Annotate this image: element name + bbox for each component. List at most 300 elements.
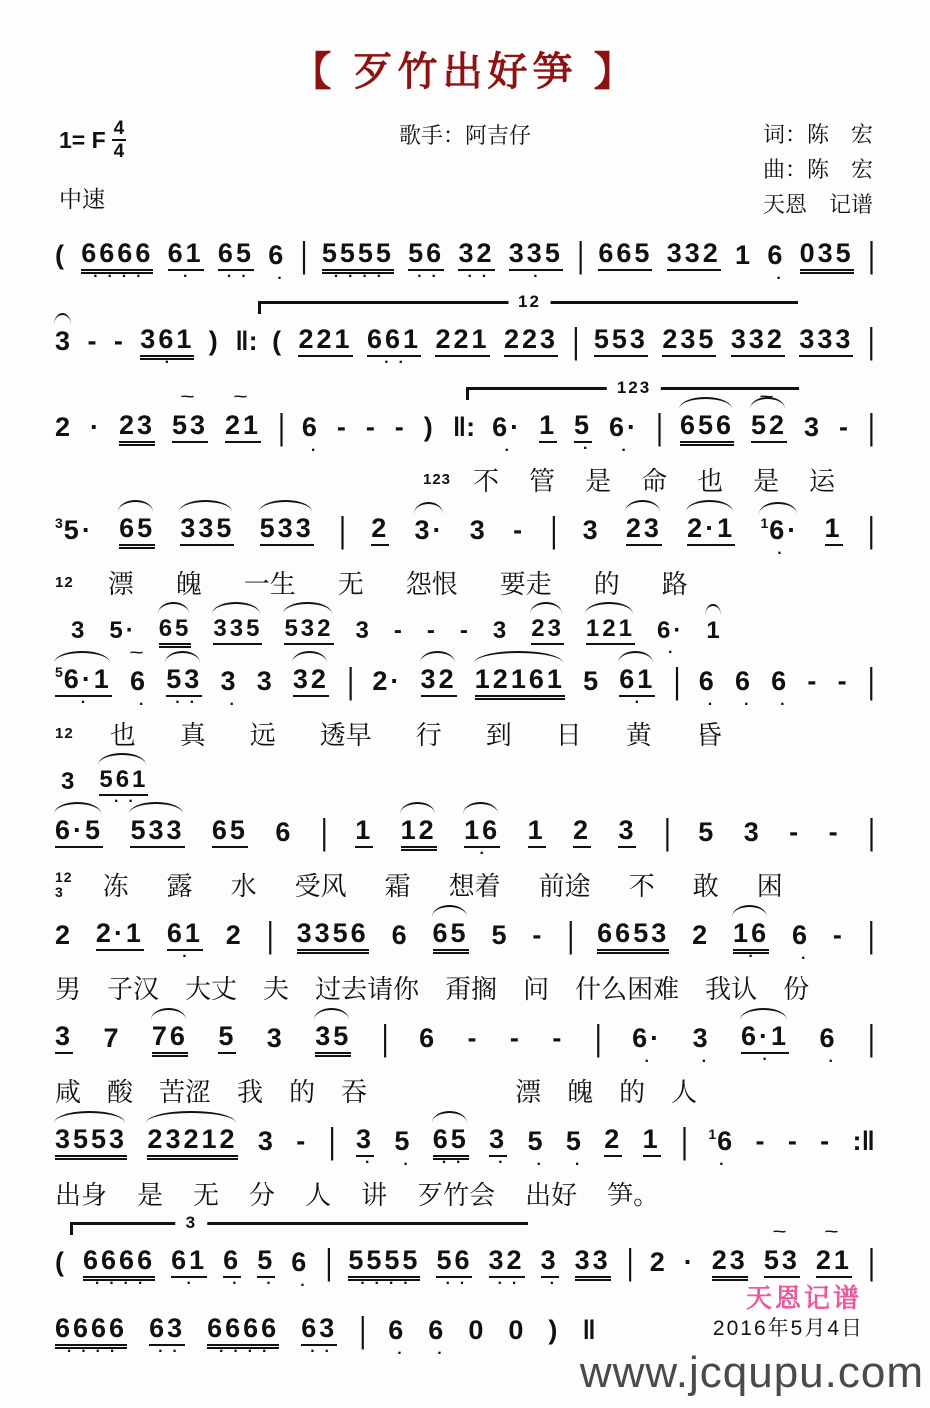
verse-number: 5	[55, 663, 63, 680]
lyric-syllable: 黄	[625, 720, 652, 750]
note-group: 3553	[55, 1124, 127, 1157]
slur-arc-icon	[54, 802, 101, 814]
note-group: 21 ~	[816, 1245, 852, 1278]
note-group: 6 ·	[734, 665, 759, 713]
octave-dots: ··	[175, 694, 204, 711]
note-group: 3	[71, 617, 88, 645]
slur-arc-icon	[151, 1008, 186, 1020]
lyric-syllable: 是	[753, 466, 780, 496]
octave-dots: ··	[310, 1343, 339, 1360]
singer-credit: 歌手：阿吉仔	[398, 123, 532, 148]
note-group: 6 ·	[301, 411, 326, 459]
bar-line: |	[867, 1241, 875, 1283]
note-group: 16 ·	[464, 815, 500, 848]
note-group: 3	[469, 514, 488, 545]
note-group: 23	[712, 1245, 748, 1278]
lyric-syllable: 真	[179, 720, 206, 750]
octave-dots: ····	[219, 1343, 277, 1360]
verse-numbers: 12 3	[55, 868, 73, 900]
verse-number: 1	[760, 514, 769, 531]
octave-dots: ·	[397, 1345, 412, 1362]
note-group: 3	[618, 815, 636, 848]
note-group: 5	[218, 1021, 236, 1054]
note-group: 5 ·	[394, 1125, 418, 1173]
octave-dots: ·	[707, 696, 723, 713]
lyric-syllable: 讲	[361, 1180, 388, 1210]
note-group: 6 ·	[223, 1244, 247, 1292]
key-signature	[59, 119, 126, 161]
note-group: -	[394, 411, 407, 442]
bar-line: |	[680, 1120, 688, 1162]
octave-dots: ·	[762, 1051, 777, 1068]
lyric-syllable: 的	[289, 1077, 316, 1107]
bar-line: |	[577, 234, 585, 276]
lyric-syllable: 问	[523, 974, 550, 1004]
lyric-syllable: 要走	[499, 569, 552, 599]
octave-dots: ·	[164, 354, 179, 371]
octave-dots: ··	[158, 1343, 187, 1360]
note-group: 52 ~	[751, 410, 787, 443]
lyric-syllable: 露	[166, 871, 193, 901]
note-group: 223	[504, 324, 558, 357]
note-group: 6	[275, 816, 294, 847]
note-group: 6 ·	[428, 1314, 452, 1362]
note-group: -	[789, 816, 802, 847]
system	[55, 508, 875, 601]
verse-number: 3	[55, 514, 63, 531]
note-group: 5555 ····	[321, 237, 394, 285]
lyric-syllable: 行	[415, 720, 442, 750]
bar-line: |	[338, 509, 346, 551]
octave-dots: ·	[232, 1275, 247, 1292]
bar-line: |	[266, 914, 274, 956]
lyric-syllable: 是	[137, 1180, 164, 1210]
note-group: 6 ~ ·	[129, 643, 154, 713]
bar-line: |	[347, 660, 355, 702]
note-group: 53 ~	[764, 1245, 800, 1278]
note-group: 12161	[475, 664, 565, 697]
note-group: (	[55, 1246, 67, 1277]
bar-line: |	[594, 1017, 602, 1059]
note-group: 6·5	[55, 815, 103, 848]
slur-arc-icon	[420, 651, 455, 663]
note-group: 5555 ····	[348, 1244, 421, 1292]
system	[55, 810, 875, 903]
lyric-syllable: 透早	[319, 720, 372, 750]
octave-dots: ··	[114, 793, 143, 810]
slur-arc-icon	[759, 502, 797, 514]
note-group: 235	[662, 324, 716, 357]
note-group: 35	[315, 1021, 351, 1054]
note-group: 3	[257, 1125, 276, 1156]
note-group: 6653	[597, 918, 669, 951]
note-group: 6 ·	[771, 665, 795, 713]
octave-dots: ·	[498, 1154, 513, 1171]
repeat-sign: ‖	[582, 1314, 596, 1345]
bar-line: |	[277, 406, 285, 448]
note-group: 61 ·	[171, 1244, 208, 1292]
volta-label: 12	[508, 292, 551, 312]
bar-line: |	[867, 406, 875, 448]
note-group: 61 ·	[619, 664, 655, 697]
octave-dots: ·	[182, 268, 198, 285]
note-group: 1	[643, 1124, 661, 1157]
lyric-line	[55, 969, 875, 1006]
note-group: -	[426, 617, 438, 645]
website-watermark: www.jcqupu.com	[579, 1348, 924, 1397]
octave-dots: ·	[667, 644, 683, 661]
bar-line: |	[656, 406, 664, 448]
bar-line: |	[325, 1241, 333, 1283]
note-group: 3	[582, 514, 601, 545]
octave-dots: ·	[780, 696, 795, 713]
lyric-syllable: 无	[337, 569, 364, 599]
lyric-syllable: 是	[585, 466, 612, 496]
note-group: 5	[491, 919, 510, 950]
octave-dots: ·	[277, 270, 292, 287]
octave-dots: ·	[229, 696, 244, 713]
slur-arc-icon	[432, 905, 467, 917]
note-group: 2	[573, 815, 591, 848]
note-group: 6· ·	[492, 411, 523, 459]
slur-arc-icon	[474, 651, 563, 663]
lyric-syllable: 我	[237, 1077, 264, 1107]
octave-dots: ·	[549, 1275, 564, 1292]
note-group: 221	[298, 324, 352, 357]
lyric-syllable: 甭搁	[445, 974, 498, 1004]
lyric-syllable: 咸	[55, 1077, 82, 1107]
slur-arc-icon	[314, 1008, 349, 1020]
note-group: 53 ··	[166, 664, 202, 697]
lyric-syllable: 漂	[107, 569, 134, 599]
bar-line: |	[320, 811, 328, 853]
note-group: (	[55, 239, 67, 270]
octave-dots: ·	[310, 442, 326, 459]
lyric-syllable: 水	[230, 871, 257, 901]
slur-arc-icon	[158, 602, 190, 614]
note-group: 65	[119, 513, 155, 546]
note-group: 5	[583, 665, 602, 696]
note-group: 6 ·	[791, 919, 816, 967]
lyric-syllable: 大丈	[185, 974, 238, 1004]
lyric-syllable: 漂	[515, 1077, 542, 1107]
lyric-syllable: 分	[249, 1180, 276, 1210]
bar-line: |	[867, 914, 875, 956]
note-group: 3 ·	[692, 1022, 716, 1070]
note-group: -	[459, 617, 471, 645]
octave-dots: ·	[139, 696, 154, 713]
note-group: -	[787, 1125, 800, 1156]
note-group: 332	[731, 324, 785, 357]
lyric-line	[55, 564, 875, 601]
mordent-icon: ~	[824, 1222, 844, 1239]
note-group: 3·	[415, 515, 445, 546]
note-group: 3	[492, 617, 510, 645]
note-group: 661 ··	[366, 323, 422, 371]
note-group: 6	[391, 919, 410, 950]
system	[55, 1016, 875, 1109]
bar-line: |	[673, 660, 681, 702]
lyric-syllable: 路	[661, 569, 688, 599]
system	[55, 611, 875, 661]
octave-dots: ·	[748, 948, 763, 965]
octave-dots: ·	[533, 268, 548, 285]
bar-line: |	[572, 320, 580, 362]
note-group: -	[552, 1022, 565, 1053]
octave-dots: ·	[186, 1275, 201, 1292]
note-group: 7	[103, 1022, 122, 1053]
note-group: 65 ··	[217, 237, 256, 285]
time-signature-bottom: 4	[113, 141, 125, 162]
music-line	[55, 1119, 875, 1173]
volta-label: 123	[607, 378, 661, 398]
mordent-icon: ~	[772, 1222, 792, 1239]
octave-dots: ·	[621, 442, 636, 459]
transcriber-credit: 天恩 记谱	[762, 192, 873, 218]
note-group: 76	[152, 1021, 188, 1054]
note-group: 1	[735, 239, 754, 270]
system	[55, 1213, 875, 1294]
lyric-syllable: 夫	[263, 974, 290, 1004]
octave-dots: ·	[300, 1277, 315, 1294]
system	[55, 913, 875, 1006]
note-group: 5 ·	[565, 1125, 590, 1173]
note-group: 1	[528, 815, 546, 848]
note-group: 6 ·	[767, 239, 791, 287]
note-group: 221	[435, 324, 489, 357]
note-group: $^3$5·	[55, 514, 94, 545]
lyric-syllable: 管	[529, 466, 556, 496]
lyric-syllable: 远	[249, 720, 276, 750]
note-group: 3	[55, 326, 73, 357]
note-group: 3 ·	[355, 1123, 380, 1171]
lyric-syllable: 魄	[175, 569, 202, 599]
score-header	[55, 117, 875, 227]
slur-arc-icon	[400, 802, 435, 814]
lyric-syllable: 怨恨	[405, 569, 458, 599]
note-group: -	[393, 617, 405, 645]
note-group: 32	[293, 664, 329, 697]
slur-arc-icon	[118, 500, 153, 512]
repeat-sign: ‖:	[235, 325, 258, 356]
note-group: 553	[594, 324, 648, 357]
lyric-syllable: 一生	[243, 569, 296, 599]
slur-arc-icon	[463, 802, 498, 814]
bar-line: |	[867, 320, 875, 362]
note-group: ·	[683, 1246, 696, 1277]
note-group: 6· ·	[609, 411, 640, 459]
slur-arc-icon	[432, 1111, 467, 1123]
bar-line: |	[381, 1017, 389, 1059]
transcription-date: 2016年5月4日	[712, 1317, 864, 1340]
note-group: 2	[55, 411, 74, 442]
slur-arc-icon	[54, 651, 110, 663]
note-group: 23	[531, 615, 564, 645]
slur-arc-icon	[259, 500, 312, 512]
note-group: 3	[266, 1022, 285, 1053]
octave-dots: ·	[800, 950, 816, 967]
lyric-syllable: 男	[55, 974, 82, 1004]
lyric-syllable: 到	[485, 720, 512, 750]
note-group: 5·	[109, 617, 137, 645]
music-line	[55, 762, 875, 810]
volta-label: 3	[176, 1213, 207, 1233]
slur-arc-icon	[414, 502, 443, 514]
note-group: 532	[284, 615, 333, 645]
lyric-syllable: 的	[619, 1077, 646, 1107]
note-group: 2·1	[96, 918, 144, 951]
note-group: -	[837, 665, 850, 696]
lyric-line	[55, 715, 875, 752]
note-group: 6666 ····	[55, 1312, 128, 1360]
system	[55, 1119, 875, 1212]
note-group: 656	[680, 410, 734, 443]
note-group: 6666 ····	[207, 1312, 280, 1360]
note-group: 665	[598, 238, 652, 271]
note-group: 2	[692, 919, 711, 950]
note-group: -	[820, 1125, 833, 1156]
note-group: 3	[61, 768, 78, 796]
bar-line: |	[328, 1120, 336, 1162]
lyric-syllable: 冻	[102, 871, 129, 901]
lyric-syllable: 不	[628, 871, 655, 901]
slur-arc-icon	[705, 604, 720, 616]
lyric-syllable: 什么困难	[575, 974, 680, 1004]
lyric-syllable: 前途	[538, 871, 591, 901]
note-group: 61 ·	[167, 237, 204, 285]
note-group: 53 ~	[172, 410, 208, 443]
note-group: 63 ··	[301, 1312, 339, 1360]
lyric-syllable: 份	[783, 974, 810, 1004]
note-group: 3356	[297, 918, 369, 951]
system	[55, 292, 875, 371]
note-group: 56 ··	[436, 1244, 475, 1292]
octave-dots: ··	[441, 1154, 471, 1171]
music-line	[55, 319, 875, 371]
bar-line: |	[550, 509, 558, 551]
lyric-syllable: 也	[109, 720, 136, 750]
note-group: -	[296, 1125, 309, 1156]
note-group: 63 ··	[149, 1312, 187, 1360]
lyric-syllable: 人	[671, 1077, 698, 1107]
lyric-syllable: 我认	[705, 974, 758, 1004]
music-line	[55, 611, 875, 661]
slur-arc-icon	[54, 1111, 125, 1123]
note-group: 32 ··	[488, 1244, 527, 1292]
music-line	[55, 508, 875, 562]
note-group: 361 ·	[140, 323, 195, 371]
system	[55, 378, 875, 498]
slur-arc-icon	[212, 602, 260, 614]
note-group: 2	[371, 513, 389, 546]
slur-arc-icon	[625, 500, 660, 512]
mordent-icon: ~	[180, 387, 200, 404]
slur-arc-icon	[292, 651, 327, 663]
octave-dots: ·	[266, 1275, 281, 1292]
note-group: 0	[468, 1314, 487, 1345]
note-group: 5	[698, 816, 717, 847]
bar-line: |	[867, 234, 875, 276]
slur-arc-icon	[686, 500, 733, 512]
lyric-syllable: 运	[809, 466, 836, 496]
note-group: 6 ·	[819, 1022, 843, 1070]
credits-block	[763, 117, 873, 223]
lyric-syllable: 的	[593, 569, 620, 599]
bar-line: |	[867, 811, 875, 853]
note-group: 335 ·	[508, 237, 563, 285]
note-group: (	[272, 325, 285, 356]
note-group: 23	[626, 513, 662, 546]
slur-arc-icon	[585, 602, 633, 614]
note-group: 533	[130, 815, 184, 848]
note-group: 61 ·	[166, 917, 203, 965]
note-group: -	[807, 665, 820, 696]
octave-dots: ·	[743, 696, 759, 713]
lyric-syllable: 受风	[294, 871, 347, 901]
note-group: )	[423, 411, 436, 442]
slur-arc-icon	[530, 602, 562, 614]
note-group: 3	[355, 617, 372, 645]
lyric-syllable: 出身	[55, 1180, 108, 1210]
note-group: 6 ·	[388, 1314, 412, 1362]
note-group: 2·	[372, 665, 403, 696]
octave-dots: ··	[497, 1275, 527, 1292]
octave-dots: ·	[364, 1154, 380, 1171]
lyric-syllable: 人	[305, 1180, 332, 1210]
music-line	[55, 643, 875, 713]
lyric-syllable: 日	[555, 720, 582, 750]
lyric-line	[55, 866, 875, 903]
note-group: 3 ·	[489, 1123, 513, 1171]
lyric-line	[55, 1072, 875, 1109]
bar-line: |	[626, 1241, 634, 1283]
system	[55, 233, 875, 287]
repeat-sign: ‖:	[452, 411, 476, 442]
volta-bracket	[70, 1213, 528, 1235]
lyric-syllable: 也	[697, 466, 724, 496]
note-group: 3	[743, 816, 762, 847]
note-group: 65	[159, 615, 192, 645]
note-group: 6666 ····	[81, 237, 154, 285]
octave-dots: ··	[384, 354, 413, 371]
note-group: 121	[586, 615, 635, 645]
bar-line: |	[867, 1017, 875, 1059]
note-group: )	[208, 325, 221, 356]
octave-dots: ··	[226, 268, 256, 285]
note-group: 6	[419, 1022, 438, 1053]
bar-line: |	[867, 509, 875, 551]
octave-dots: ·	[182, 948, 197, 965]
note-group: -	[532, 919, 545, 950]
lyric-syllable: 出好	[525, 1180, 578, 1210]
note-group: -	[365, 411, 378, 442]
bar-line: |	[663, 811, 671, 853]
song-title: 【 歹竹出好笋 】	[291, 50, 639, 94]
time-signature-top: 4	[113, 118, 125, 139]
note-group: 12	[401, 815, 437, 848]
note-group: 6 ·	[268, 239, 292, 287]
octave-dots: ··	[467, 268, 497, 285]
note-group: -	[838, 411, 851, 442]
lyric-syllable: 无	[193, 1180, 220, 1210]
octave-dots: ··	[417, 268, 446, 285]
note-group: 33	[575, 1245, 611, 1278]
key-text: 1= F	[59, 126, 106, 153]
octave-dots: ·	[634, 694, 649, 711]
note-group: 2	[604, 1124, 622, 1157]
octave-dots: ·	[403, 1156, 418, 1173]
slur-arc-icon	[146, 1111, 235, 1123]
